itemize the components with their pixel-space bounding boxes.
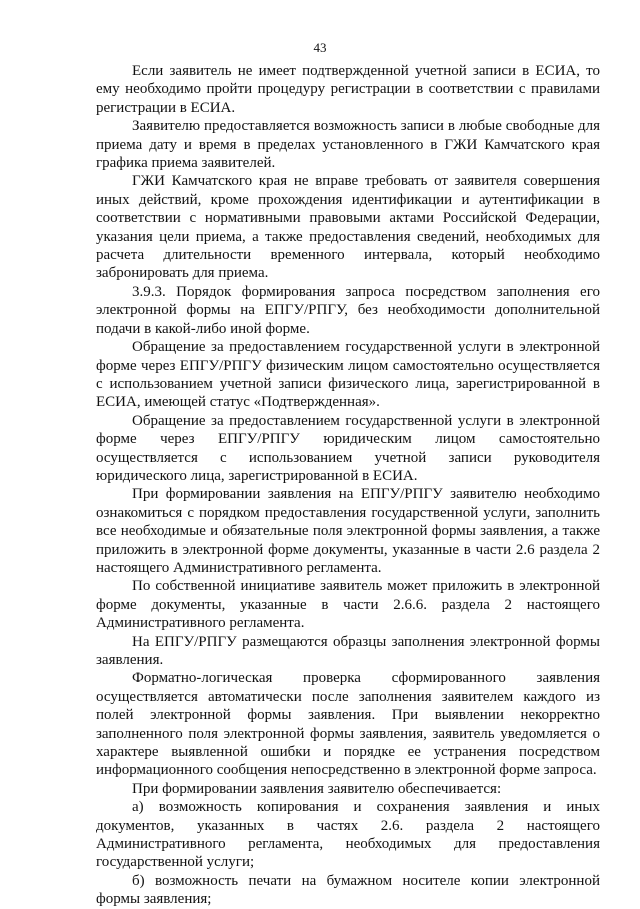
paragraph-esia-registration: Если заявитель не имеет подтвержденной учетной записи в ЕСИА, то ему необходимо пройти процедуру регистрации в соответствии с правилами регистрации в ЕСИА. bbox=[96, 63, 600, 116]
paragraph-appointment-booking: Заявителю предоставляется возможность записи в любые свободные для приема дату и время в пределах установленного в ГЖИ Камчатского края графика приема заявителей. bbox=[96, 118, 600, 172]
document-body bbox=[96, 62, 600, 909]
paragraph-form-samples: На ЕПГУ/РПГУ размещаются образцы заполнения электронной формы заявления. bbox=[96, 633, 600, 668]
list-item-b-print: б) возможность печати на бумажном носителе копии электронной формы заявления; bbox=[96, 872, 600, 908]
paragraph-application-forming: При формировании заявления на ЕПГУ/РПГУ заявителю необходимо ознакомиться с порядком предоставления государственной услуги, заполнить все необходимые и обязательные поля электронной формы заявления, а также приложить в электронной форме документы, указанные в части 2.6 раздела 2 настоящего Административного регламента. bbox=[96, 486, 600, 576]
paragraph-provided-features-intro: При формировании заявления заявителю обеспечивается: bbox=[132, 780, 502, 797]
page-number: 43 bbox=[313, 40, 327, 55]
paragraph-section-3-9-3: 3.9.3. Порядок формирования запроса посредством заполнения его электронной формы на ЕПГУ/РПГУ, без необходимости дополнительной подачи в какой-либо иной форме. bbox=[96, 283, 600, 337]
paragraph-legal-entity-request: Обращение за предоставлением государственной услуги в электронной форме через ЕПГУ/РПГУ юридическим лицом самостоятельно осуществляется с использованием учетной записи руководителя юридического лица, зарегистрированной в ЕСИА. bbox=[96, 412, 600, 484]
paragraph-gzhi-restrictions: ГЖИ Камчатского края не вправе требовать от заявителя совершения иных действий, кроме прохождения идентификации и аутентификации в соответствии с нормативными правовыми актами Российской Федерации, указания цели приема, а также предоставления сведений, необходимых для расчета длительности временного интервала, который необходимо забронировать для приема. bbox=[96, 173, 600, 282]
list-item-a-copy-save: а) возможность копирования и сохранения заявления и иных документов, указанных в частях 2.6. раздела 2 настоящего Административного регламента, необходимых для предоставления государственной услуги; bbox=[96, 799, 600, 871]
paragraph-individual-request: Обращение за предоставлением государственной услуги в электронной форме через ЕПГУ/РПГУ физическим лицом самостоятельно осуществляется с использованием учетной записи физического лица, зарегистрированной в ЕСИА, имеющей статус «Подтвержденная». bbox=[96, 339, 600, 411]
paragraph-own-initiative-documents: По собственной инициативе заявитель может приложить в электронной форме документы, указанные в части 2.6.6. раздела 2 настоящего Административного регламента. bbox=[96, 578, 600, 632]
paragraph-format-logical-check: Форматно-логическая проверка сформированного заявления осуществляется автоматически после заполнения заявителем каждого из полей электронной формы заявления. При выявлении некорректно заполненного поля электронной формы заявления, заявитель уведомляется о характере выявленной ошибки и порядке ее устранения посредством информационного сообщения непосредственно в электронной форме запроса. bbox=[96, 670, 600, 779]
